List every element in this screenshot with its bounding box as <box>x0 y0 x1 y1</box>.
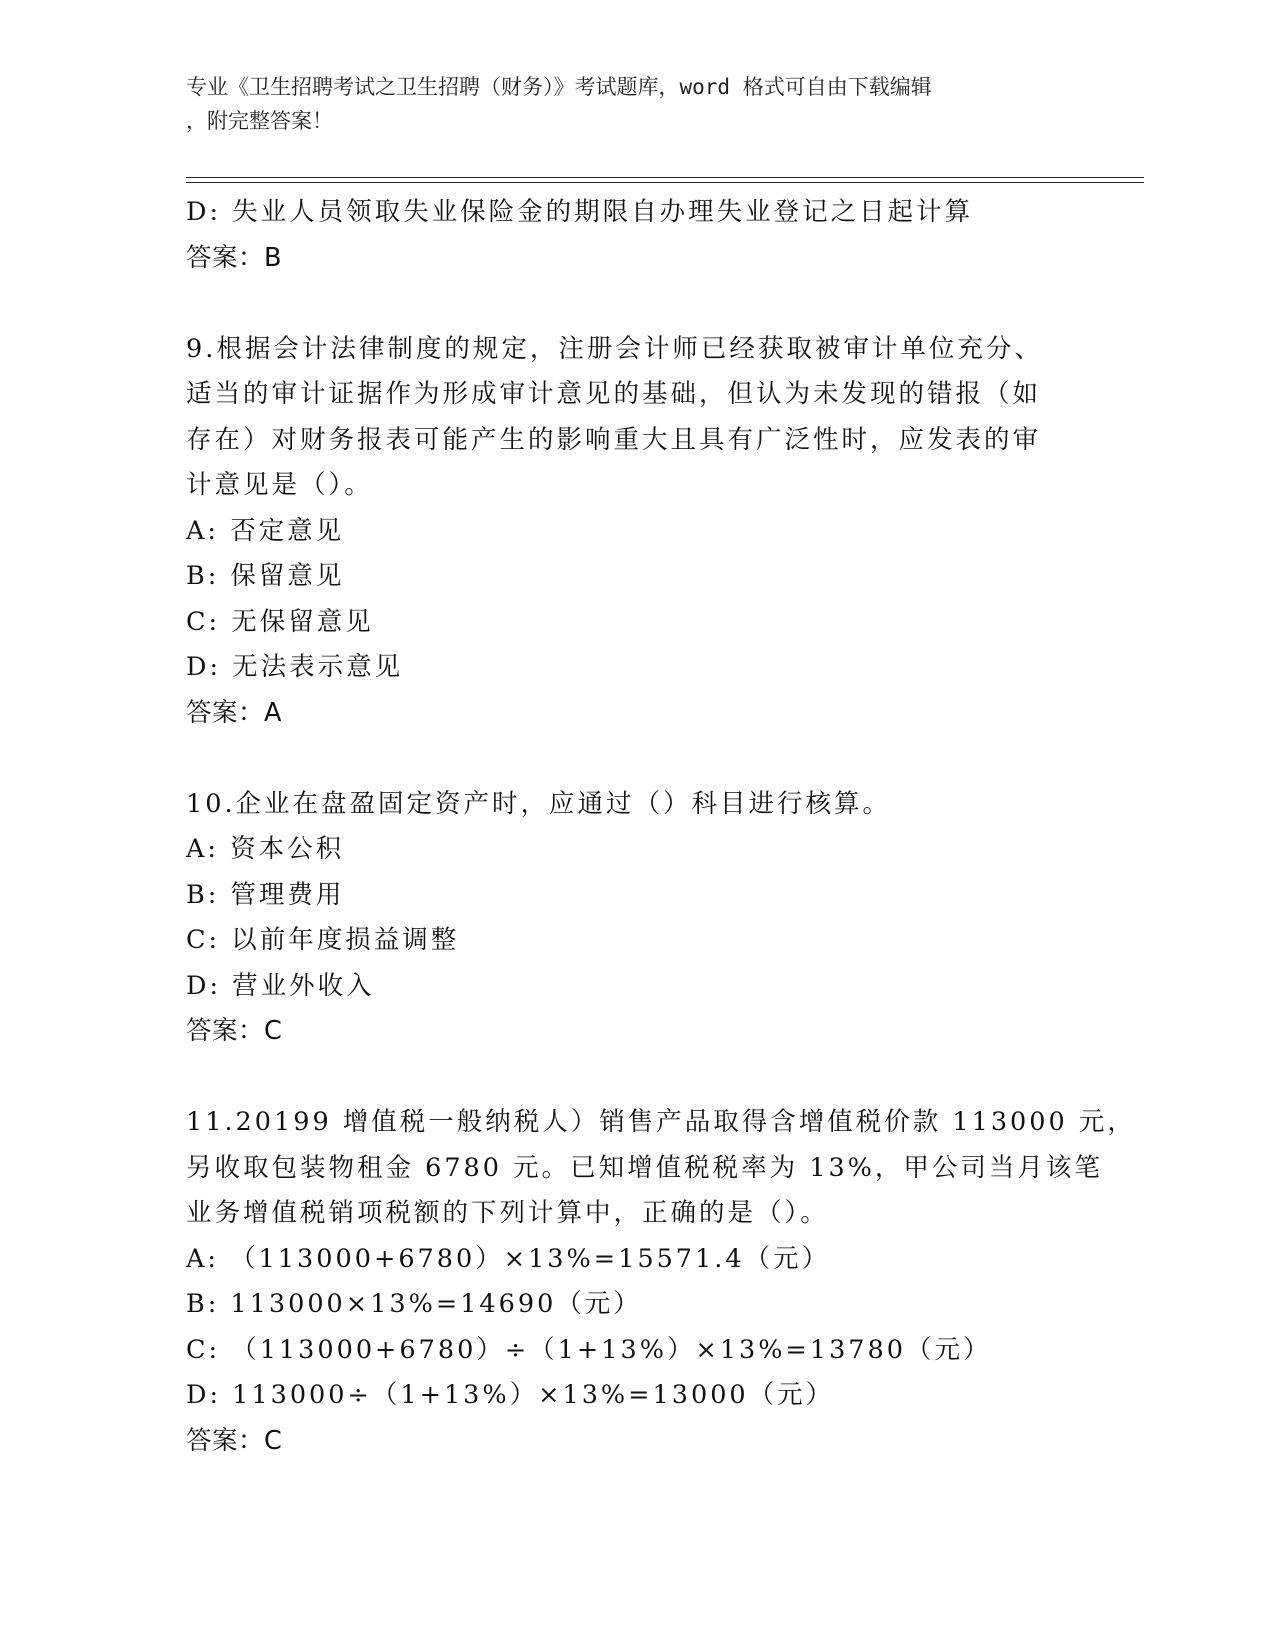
option-c: C: （113000+6780）÷（1+13%）×13%=13780（元） <box>186 1334 992 1365</box>
header-line-2: ，附完整答案！ <box>186 109 333 133</box>
question-text-line: 计意见是（）。 <box>186 470 373 500</box>
question-text-line: 11.20199 增值税一般纳税人）销售产品取得含增值税价款 113000 元， <box>186 1107 1136 1137</box>
question-text-line: 适当的审计证据作为形成审计意见的基础，但认为未发现的错报（如 <box>186 379 1042 409</box>
option-c: C: 无保留意见 <box>186 606 374 637</box>
answer: 答案：C <box>186 1425 283 1456</box>
option-a: A: （113000+6780）×13%=15571.4（元） <box>186 1243 831 1274</box>
question-text-line: 9.根据会计法律制度的规定，注册会计师已经获取被审计单位充分、 <box>186 333 1043 364</box>
question-text-line: 存在）对财务报表可能产生的影响重大且具有广泛性时，应发表的审 <box>186 424 1042 455</box>
option-d: D: 无法表示意见 <box>186 652 404 682</box>
question-text-line: 10.企业在盘盈固定资产时，应通过（）科目进行核算。 <box>186 788 892 819</box>
header-divider-bottom <box>186 182 1144 183</box>
question-text-line: 业务增值税销项税额的下列计算中，正确的是（）。 <box>186 1198 829 1228</box>
option-a: A: 资本公积 <box>186 834 345 864</box>
answer: 答案：C <box>186 1016 283 1046</box>
option-c: C: 以前年度损益调整 <box>186 925 460 955</box>
answer: 答案：B <box>186 242 282 273</box>
option-d: D: 营业外收入 <box>186 970 375 1001</box>
option-b: B: 113000×13%=14690（元） <box>186 1289 642 1319</box>
question-11 <box>186 1100 1136 1464</box>
option-a: A: 否定意见 <box>186 515 345 546</box>
header-line-1: 专业《卫生招聘考试之卫生招聘（财务）》考试题库，word 格式可自由下载编辑 <box>186 75 932 99</box>
question-9 <box>186 327 1086 737</box>
answer: 答案：A <box>186 697 282 728</box>
option-b: B: 保留意见 <box>186 561 345 591</box>
prev-question <box>186 190 1086 281</box>
question-10 <box>186 782 1086 1055</box>
document-header <box>186 70 1066 138</box>
header-divider-top <box>186 177 1144 178</box>
question-text-line: 另收取包装物租金 6780 元。已知增值税税率为 13%，甲公司当月该笔 <box>186 1152 1103 1183</box>
option-d: D: 113000÷（1+13%）×13%=13000（元） <box>186 1380 835 1410</box>
option-b: B: 管理费用 <box>186 879 345 910</box>
option-d: D: 失业人员领取失业保险金的期限自办理失业登记之日起计算 <box>186 197 974 227</box>
document-body <box>186 190 1136 1464</box>
